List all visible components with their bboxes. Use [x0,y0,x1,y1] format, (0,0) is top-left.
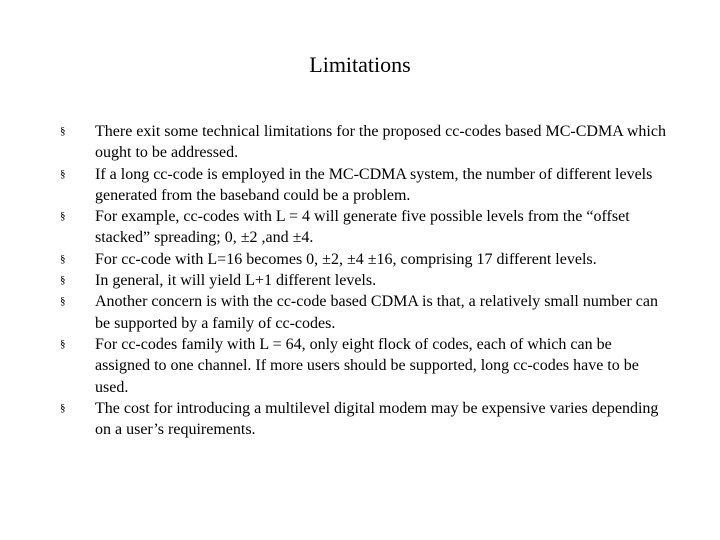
bullet-marker-icon: § [60,337,66,350]
bullet-marker-icon: § [60,125,66,137]
bullet-item [60,270,670,291]
bullet-item [60,206,670,249]
bullet-marker-icon: § [60,167,66,180]
bullet-marker-icon: § [60,210,66,223]
bullet-text: The cost for introducing a multilevel digital modem may be expensive varies depending on a user’s requirements. [95,399,659,439]
bullet-item [60,121,670,164]
bullet-text: If a long cc-code is employed in the MC-CDMA system, the number of different levels generated from the baseband could be a problem. [95,165,653,204]
bullet-item [60,249,670,270]
slide-title: Limitations [309,52,411,77]
bullet-marker-icon: § [60,295,66,308]
bullet-item [60,164,670,207]
bullet-marker-icon: § [60,252,66,265]
bullet-item [60,334,670,398]
bullet-text: For example, cc-codes with L = 4 will generate five possible levels from the “offset stacked” spreading; 0, ±2 ,and ±4. [95,208,630,247]
bullet-item [60,398,670,441]
bullet-text: Another concern is with the cc-code based CDMA is that, a relatively small number can be supported by a family of cc-codes. [95,293,658,332]
bullet-text: In general, it will yield L+1 different levels. [95,272,377,290]
bullet-marker-icon: § [60,274,66,287]
bullet-marker-icon: § [60,401,66,414]
bullet-text: For cc-codes family with L = 64, only eight flock of codes, each of which can be assigned to one channel. If more users should be supported, long cc-codes have to be used. [95,335,639,396]
bullet-list [60,121,670,440]
bullet-text: For cc-code with L=16 becomes 0, ±2, ±4 ±16, comprising 17 different levels. [95,250,597,268]
bullet-item [60,291,670,334]
bullet-text: There exit some technical limitations for the proposed cc-codes based MC-CDMA which ought to be addressed. [95,123,666,162]
